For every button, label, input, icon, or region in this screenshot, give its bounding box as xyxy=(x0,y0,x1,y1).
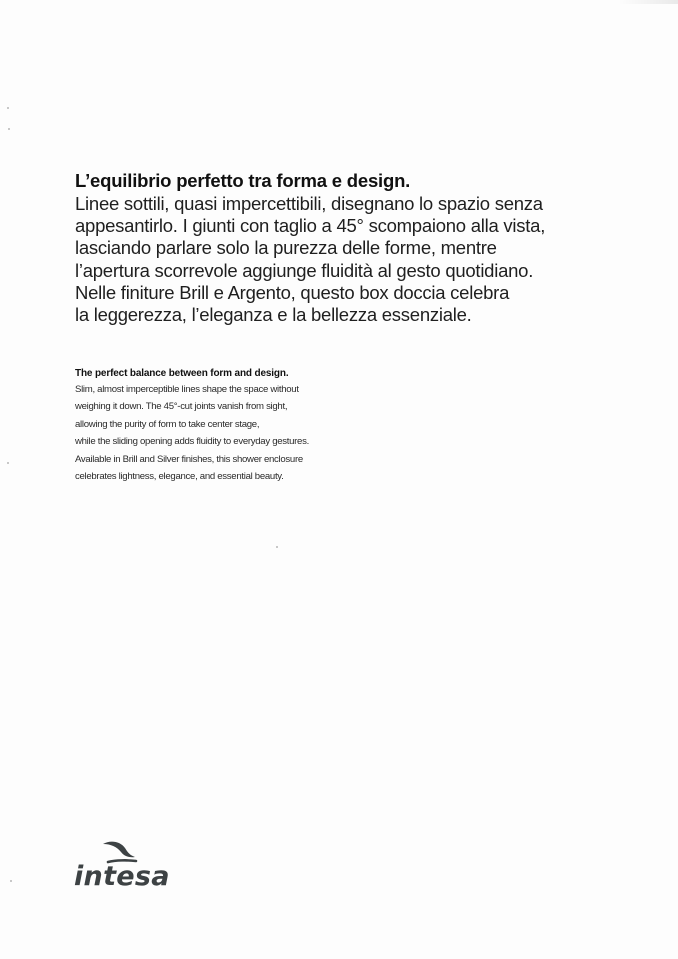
english-paragraph-line: celebrates lightness, elegance, and essential beauty. xyxy=(75,471,284,483)
italian-paragraph-line: Nelle finiture Brill e Argento, questo box doccia celebra xyxy=(75,281,510,303)
italian-paragraph-line: l’apertura scorrevole aggiunge fluidità al gesto quotidiano. xyxy=(75,259,534,281)
logo-wordmark: intesa xyxy=(74,861,170,892)
intesa-logo xyxy=(74,838,184,900)
english-paragraph-line: allowing the purity of form to take center stage, xyxy=(75,418,260,430)
italian-paragraph-line: Linee sottili, quasi impercettibili, disegnano lo spazio senza xyxy=(75,193,543,214)
scan-speck xyxy=(7,107,9,109)
scan-speck xyxy=(276,546,278,548)
scan-speck xyxy=(7,462,9,464)
italian-text-block xyxy=(75,169,555,326)
scan-speck xyxy=(10,880,12,882)
italian-heading: L’equilibrio perfetto tra forma e design. xyxy=(75,170,411,191)
english-paragraph-line: weighing it down. The 45°-cut joints vanish from sight, xyxy=(75,401,288,413)
english-text-block xyxy=(75,366,375,485)
english-heading: The perfect balance between form and design. xyxy=(75,368,289,379)
italian-paragraph-line: la leggerezza, l’eleganza e la bellezza essenziale. xyxy=(75,304,472,326)
english-paragraph-line: while the sliding opening adds fluidity to everyday gestures. xyxy=(75,436,309,448)
english-paragraph-line: Available in Brill and Silver finishes, this shower enclosure xyxy=(75,453,303,465)
page-edge-shadow xyxy=(618,0,678,4)
italian-paragraph-line: appesantirlo. I giunti con taglio a 45° scompaiono alla vista, xyxy=(75,215,546,237)
english-paragraph-line: Slim, almost imperceptible lines shape the space without xyxy=(75,384,299,395)
scan-speck xyxy=(8,128,10,130)
italian-paragraph-line: lasciando parlare solo la purezza delle forme, mentre xyxy=(75,237,497,259)
